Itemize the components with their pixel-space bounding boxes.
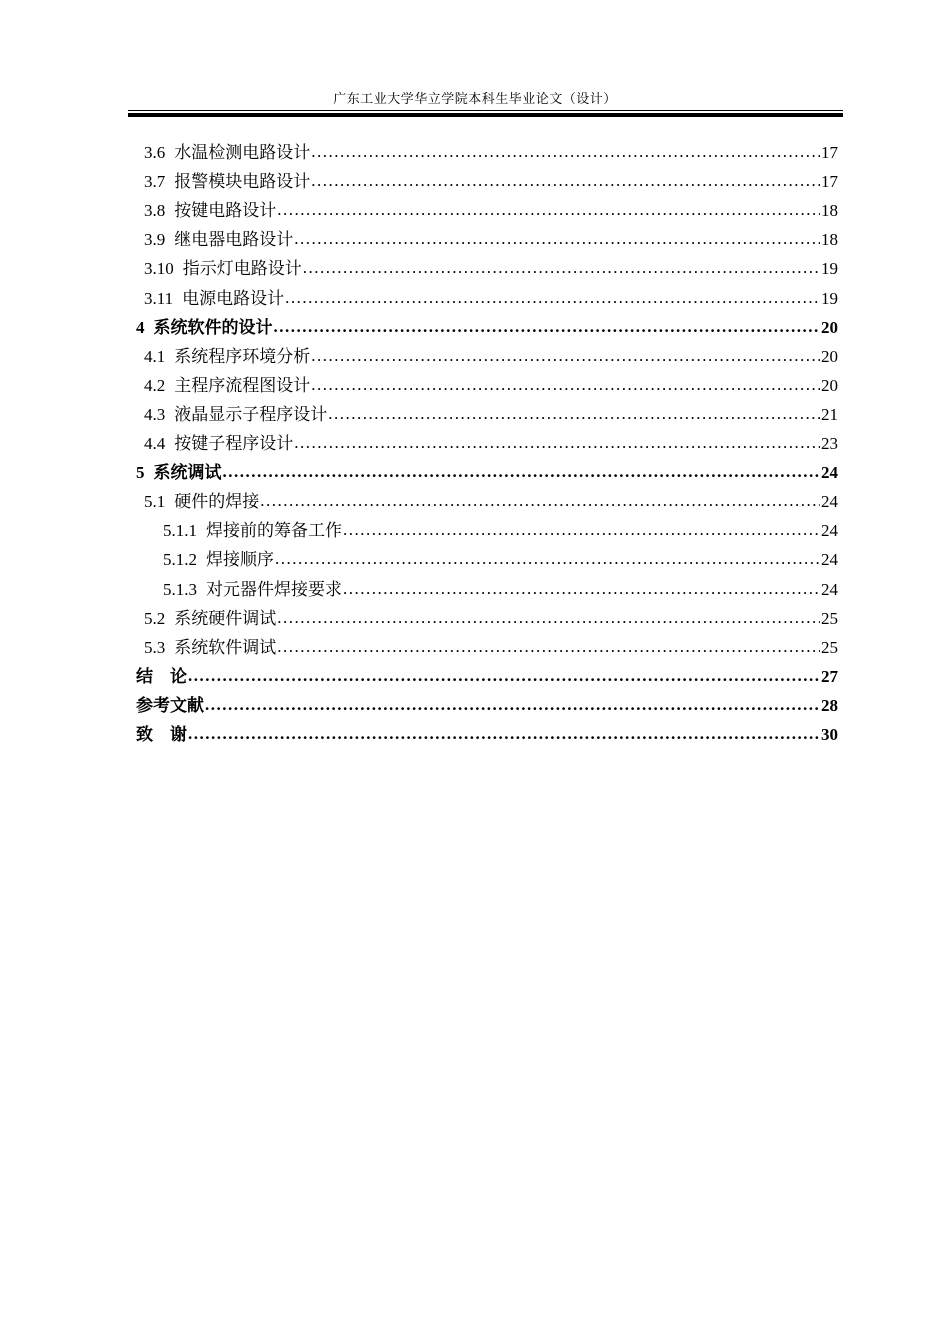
toc-entry[interactable] bbox=[136, 254, 838, 283]
toc-entry-title: 水温检测电路设计 bbox=[174, 143, 311, 163]
toc-entry-label bbox=[144, 429, 293, 458]
toc-entry-page: 24 bbox=[821, 550, 838, 570]
toc-entry-label bbox=[144, 225, 293, 254]
toc-entry-number: 3.11 bbox=[144, 288, 174, 308]
toc-entry-label bbox=[144, 633, 276, 662]
toc-dot-leader bbox=[343, 515, 820, 544]
toc-entry[interactable] bbox=[136, 487, 838, 516]
toc-entry[interactable] bbox=[136, 400, 838, 429]
toc-entry-number: 5 bbox=[136, 463, 145, 483]
toc-entry-page: 24 bbox=[821, 579, 838, 599]
toc-dot-leader bbox=[328, 399, 820, 428]
toc-entry-number: 5.1.3 bbox=[163, 579, 197, 599]
toc-entry[interactable] bbox=[136, 167, 838, 196]
toc-entry[interactable] bbox=[136, 691, 838, 720]
toc-entry-title: 系统程序环境分析 bbox=[174, 346, 311, 366]
toc-entry[interactable] bbox=[136, 342, 838, 371]
toc-entry-number: 4.4 bbox=[144, 434, 166, 454]
toc-entry-number: 3.7 bbox=[144, 172, 166, 192]
toc-entry-number: 5.1 bbox=[144, 492, 166, 512]
toc-dot-leader bbox=[294, 224, 820, 253]
header-rule-thick bbox=[128, 113, 843, 117]
toc-dot-leader bbox=[285, 283, 820, 312]
toc-entry-label bbox=[144, 342, 310, 371]
toc-dot-leader bbox=[343, 574, 820, 603]
toc-entry-page: 19 bbox=[821, 288, 838, 308]
toc-entry-title: 焊接顺序 bbox=[206, 550, 274, 570]
toc-entry-label bbox=[136, 720, 187, 749]
toc-entry-page: 17 bbox=[821, 143, 838, 163]
toc-entry-label bbox=[144, 284, 284, 313]
toc-entry-label bbox=[144, 254, 302, 283]
toc-entry[interactable] bbox=[136, 313, 838, 342]
toc-entry-number: 3.6 bbox=[144, 143, 166, 163]
toc-entry-number: 5.2 bbox=[144, 608, 166, 628]
toc-dot-leader bbox=[275, 544, 820, 573]
toc-entry-page: 24 bbox=[821, 521, 838, 541]
toc-dot-leader bbox=[277, 603, 820, 632]
toc-entry-label bbox=[144, 371, 310, 400]
toc-entry-number: 5.3 bbox=[144, 637, 166, 657]
toc-entry-page: 27 bbox=[821, 666, 838, 686]
toc-entry-number: 5.1.2 bbox=[163, 550, 197, 570]
toc-entry-title: 系统调试 bbox=[153, 463, 222, 483]
toc-entry-title: 按键电路设计 bbox=[174, 201, 277, 221]
toc-entry-label bbox=[163, 545, 274, 574]
toc-entry-title: 系统软件调试 bbox=[174, 637, 277, 657]
toc-entry-title: 硬件的焊接 bbox=[174, 492, 260, 512]
toc-entry-label bbox=[144, 604, 276, 633]
toc-entry-title: 继电器电路设计 bbox=[174, 230, 294, 250]
table-of-contents bbox=[136, 138, 838, 749]
toc-dot-leader bbox=[294, 428, 820, 457]
toc-dot-leader bbox=[188, 719, 820, 748]
toc-dot-leader bbox=[311, 166, 820, 195]
toc-entry-label bbox=[144, 487, 259, 516]
toc-entry-label bbox=[163, 516, 342, 545]
toc-entry-page: 20 bbox=[821, 346, 838, 366]
toc-entry-page: 17 bbox=[821, 172, 838, 192]
toc-dot-leader bbox=[277, 632, 820, 661]
toc-entry-page: 21 bbox=[821, 404, 838, 424]
toc-entry-title: 对元器件焊接要求 bbox=[206, 579, 342, 599]
toc-entry-title: 主程序流程图设计 bbox=[174, 375, 311, 395]
toc-entry-label bbox=[136, 691, 204, 720]
toc-entry-title: 指示灯电路设计 bbox=[182, 259, 302, 279]
toc-entry-label bbox=[136, 458, 222, 487]
toc-entry-number: 3.9 bbox=[144, 230, 166, 250]
toc-entry-title: 致 谢 bbox=[136, 724, 187, 744]
toc-entry[interactable] bbox=[136, 516, 838, 545]
toc-entry-number: 4.3 bbox=[144, 404, 166, 424]
toc-entry-number: 3.10 bbox=[144, 259, 174, 279]
toc-entry-page: 23 bbox=[821, 434, 838, 454]
toc-entry[interactable] bbox=[136, 138, 838, 167]
toc-entry[interactable] bbox=[136, 545, 838, 574]
toc-entry-title: 报警模块电路设计 bbox=[174, 172, 311, 192]
toc-entry[interactable] bbox=[136, 574, 838, 603]
toc-entry-page: 18 bbox=[821, 230, 838, 250]
toc-dot-leader bbox=[311, 137, 820, 166]
toc-dot-leader bbox=[277, 195, 820, 224]
toc-entry-page: 24 bbox=[821, 463, 838, 483]
toc-entry-number: 4 bbox=[136, 317, 145, 337]
toc-entry-page: 25 bbox=[821, 608, 838, 628]
toc-entry[interactable] bbox=[136, 371, 838, 400]
toc-entry-title: 系统硬件调试 bbox=[174, 608, 277, 628]
toc-entry-title: 结 论 bbox=[136, 666, 187, 686]
toc-entry-title: 参考文献 bbox=[136, 695, 204, 715]
toc-entry-label bbox=[144, 167, 310, 196]
toc-entry-number: 4.1 bbox=[144, 346, 166, 366]
toc-entry-label bbox=[136, 662, 187, 691]
toc-entry-page: 25 bbox=[821, 637, 838, 657]
toc-entry-title: 系统软件的设计 bbox=[153, 317, 273, 337]
toc-entry-title: 按键子程序设计 bbox=[174, 434, 294, 454]
toc-entry-label bbox=[144, 196, 276, 225]
toc-entry-page: 28 bbox=[821, 695, 838, 715]
toc-entry-number: 4.2 bbox=[144, 375, 166, 395]
toc-entry[interactable] bbox=[136, 604, 838, 633]
toc-entry[interactable] bbox=[136, 429, 838, 458]
toc-dot-leader bbox=[303, 253, 820, 282]
toc-entry[interactable] bbox=[136, 458, 838, 487]
toc-entry-title: 焊接前的筹备工作 bbox=[206, 521, 342, 541]
toc-entry[interactable] bbox=[136, 662, 838, 691]
toc-entry-title: 液晶显示子程序设计 bbox=[174, 404, 328, 424]
toc-entry[interactable] bbox=[136, 225, 838, 254]
toc-entry-page: 20 bbox=[821, 375, 838, 395]
toc-entry-label bbox=[144, 400, 327, 429]
toc-entry-number: 5.1.1 bbox=[163, 521, 197, 541]
toc-dot-leader bbox=[205, 690, 820, 719]
toc-dot-leader bbox=[274, 312, 821, 341]
toc-dot-leader bbox=[188, 661, 820, 690]
toc-dot-leader bbox=[311, 341, 820, 370]
toc-entry[interactable] bbox=[136, 720, 838, 749]
page-header: 广东工业大学华立学院本科生毕业论文（设计） bbox=[333, 91, 617, 106]
toc-dot-leader bbox=[260, 486, 820, 515]
toc-entry-label bbox=[144, 138, 310, 167]
toc-entry-page: 18 bbox=[821, 201, 838, 221]
toc-entry[interactable] bbox=[136, 196, 838, 225]
toc-dot-leader bbox=[311, 370, 820, 399]
header-rule-thin bbox=[128, 110, 843, 111]
toc-entry-page: 24 bbox=[821, 492, 838, 512]
toc-entry-page: 20 bbox=[821, 317, 838, 337]
toc-entry[interactable] bbox=[136, 283, 838, 312]
toc-entry-page: 19 bbox=[821, 259, 838, 279]
toc-entry-number: 3.8 bbox=[144, 201, 166, 221]
toc-entry-label bbox=[136, 313, 273, 342]
toc-entry-label bbox=[163, 575, 342, 604]
toc-entry[interactable] bbox=[136, 633, 838, 662]
toc-entry-title: 电源电路设计 bbox=[182, 288, 285, 308]
toc-entry-page: 30 bbox=[821, 724, 838, 744]
toc-dot-leader bbox=[223, 457, 821, 486]
